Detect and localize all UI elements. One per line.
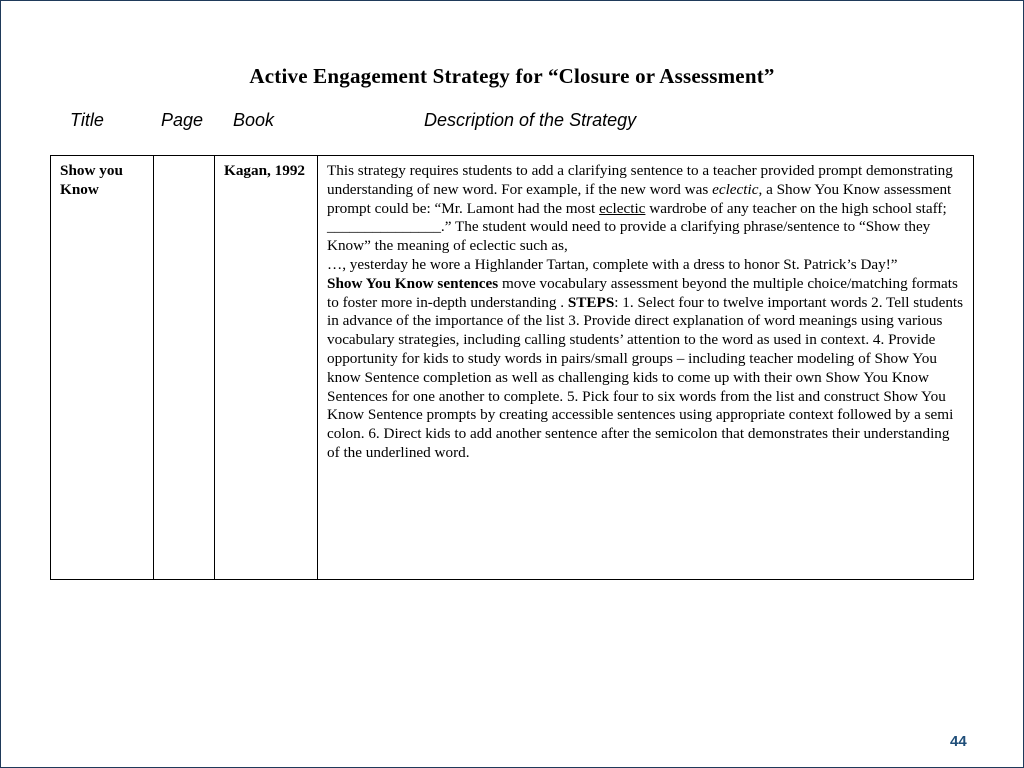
page-number: 44: [950, 733, 967, 750]
strategy-page-cell: [154, 156, 215, 580]
description-text: This strategy requires students to add a clarifying sentence to a teacher provided prompt demonstrating understanding of new word. For example, if the new word was: [327, 162, 953, 198]
description-text: move vocabulary assessment beyond the multiple choice/matching formats to foster more in-depth understanding .: [327, 274, 958, 311]
strategy-description-cell: [318, 156, 974, 580]
page-title: Active Engagement Strategy for “Closure or Assessment”: [249, 64, 775, 88]
description-example-word: eclectic: [712, 180, 759, 198]
description-paragraph-1: [327, 162, 964, 256]
description-text: , a Show You Know assessment prompt could be: “Mr. Lamont had the most: [327, 180, 952, 217]
description-text: wardrobe of any teacher on the high school staff; _______________.” The student would need to provide a clarifying phrase/sentence to “Show they Know” the meaning of eclectic such as,: [327, 199, 947, 255]
table-row: [51, 156, 974, 580]
description-bold-heading: Show You Know sentences: [327, 274, 499, 292]
strategy-table: [50, 155, 974, 580]
column-header-title: Title: [70, 110, 104, 130]
column-header-description: Description of the Strategy: [424, 110, 637, 130]
strategy-title-cell: Show you Know: [51, 156, 154, 580]
column-header-page: Page: [161, 110, 204, 130]
description-paragraph-3: [327, 275, 964, 463]
description-steps-label: STEPS: [567, 293, 615, 311]
column-header-book: Book: [233, 110, 275, 130]
description-paragraph-2: …, yesterday he wore a Highlander Tartan, complete with a dress to honor St. Patrick’s Day!”: [327, 255, 898, 273]
strategy-book-cell: Kagan, 1992: [215, 156, 318, 580]
description-text: : 1. Select four to twelve important words 2. Tell students in advance of the importance of the list 3. Provide direct explanation of word meanings using various vocabulary strategies, including calling students’ attention to the word as used in context. 4. Provide opportunity for kids to study words in pairs/small groups – including teacher modeling of Show You know Sentence completion as well as challenging kids to come up with their own Show You Know Sentences for one another to complete. 5. Pick four to six words from the list and construct Show You Know Sentence prompts by creating accessible sentences using appropriate context followed by a semi colon. 6. Direct kids to add another sentence after the semicolon that demonstrates their understanding of the underlined word.: [327, 293, 964, 461]
description-underlined-word: eclectic: [599, 199, 646, 217]
